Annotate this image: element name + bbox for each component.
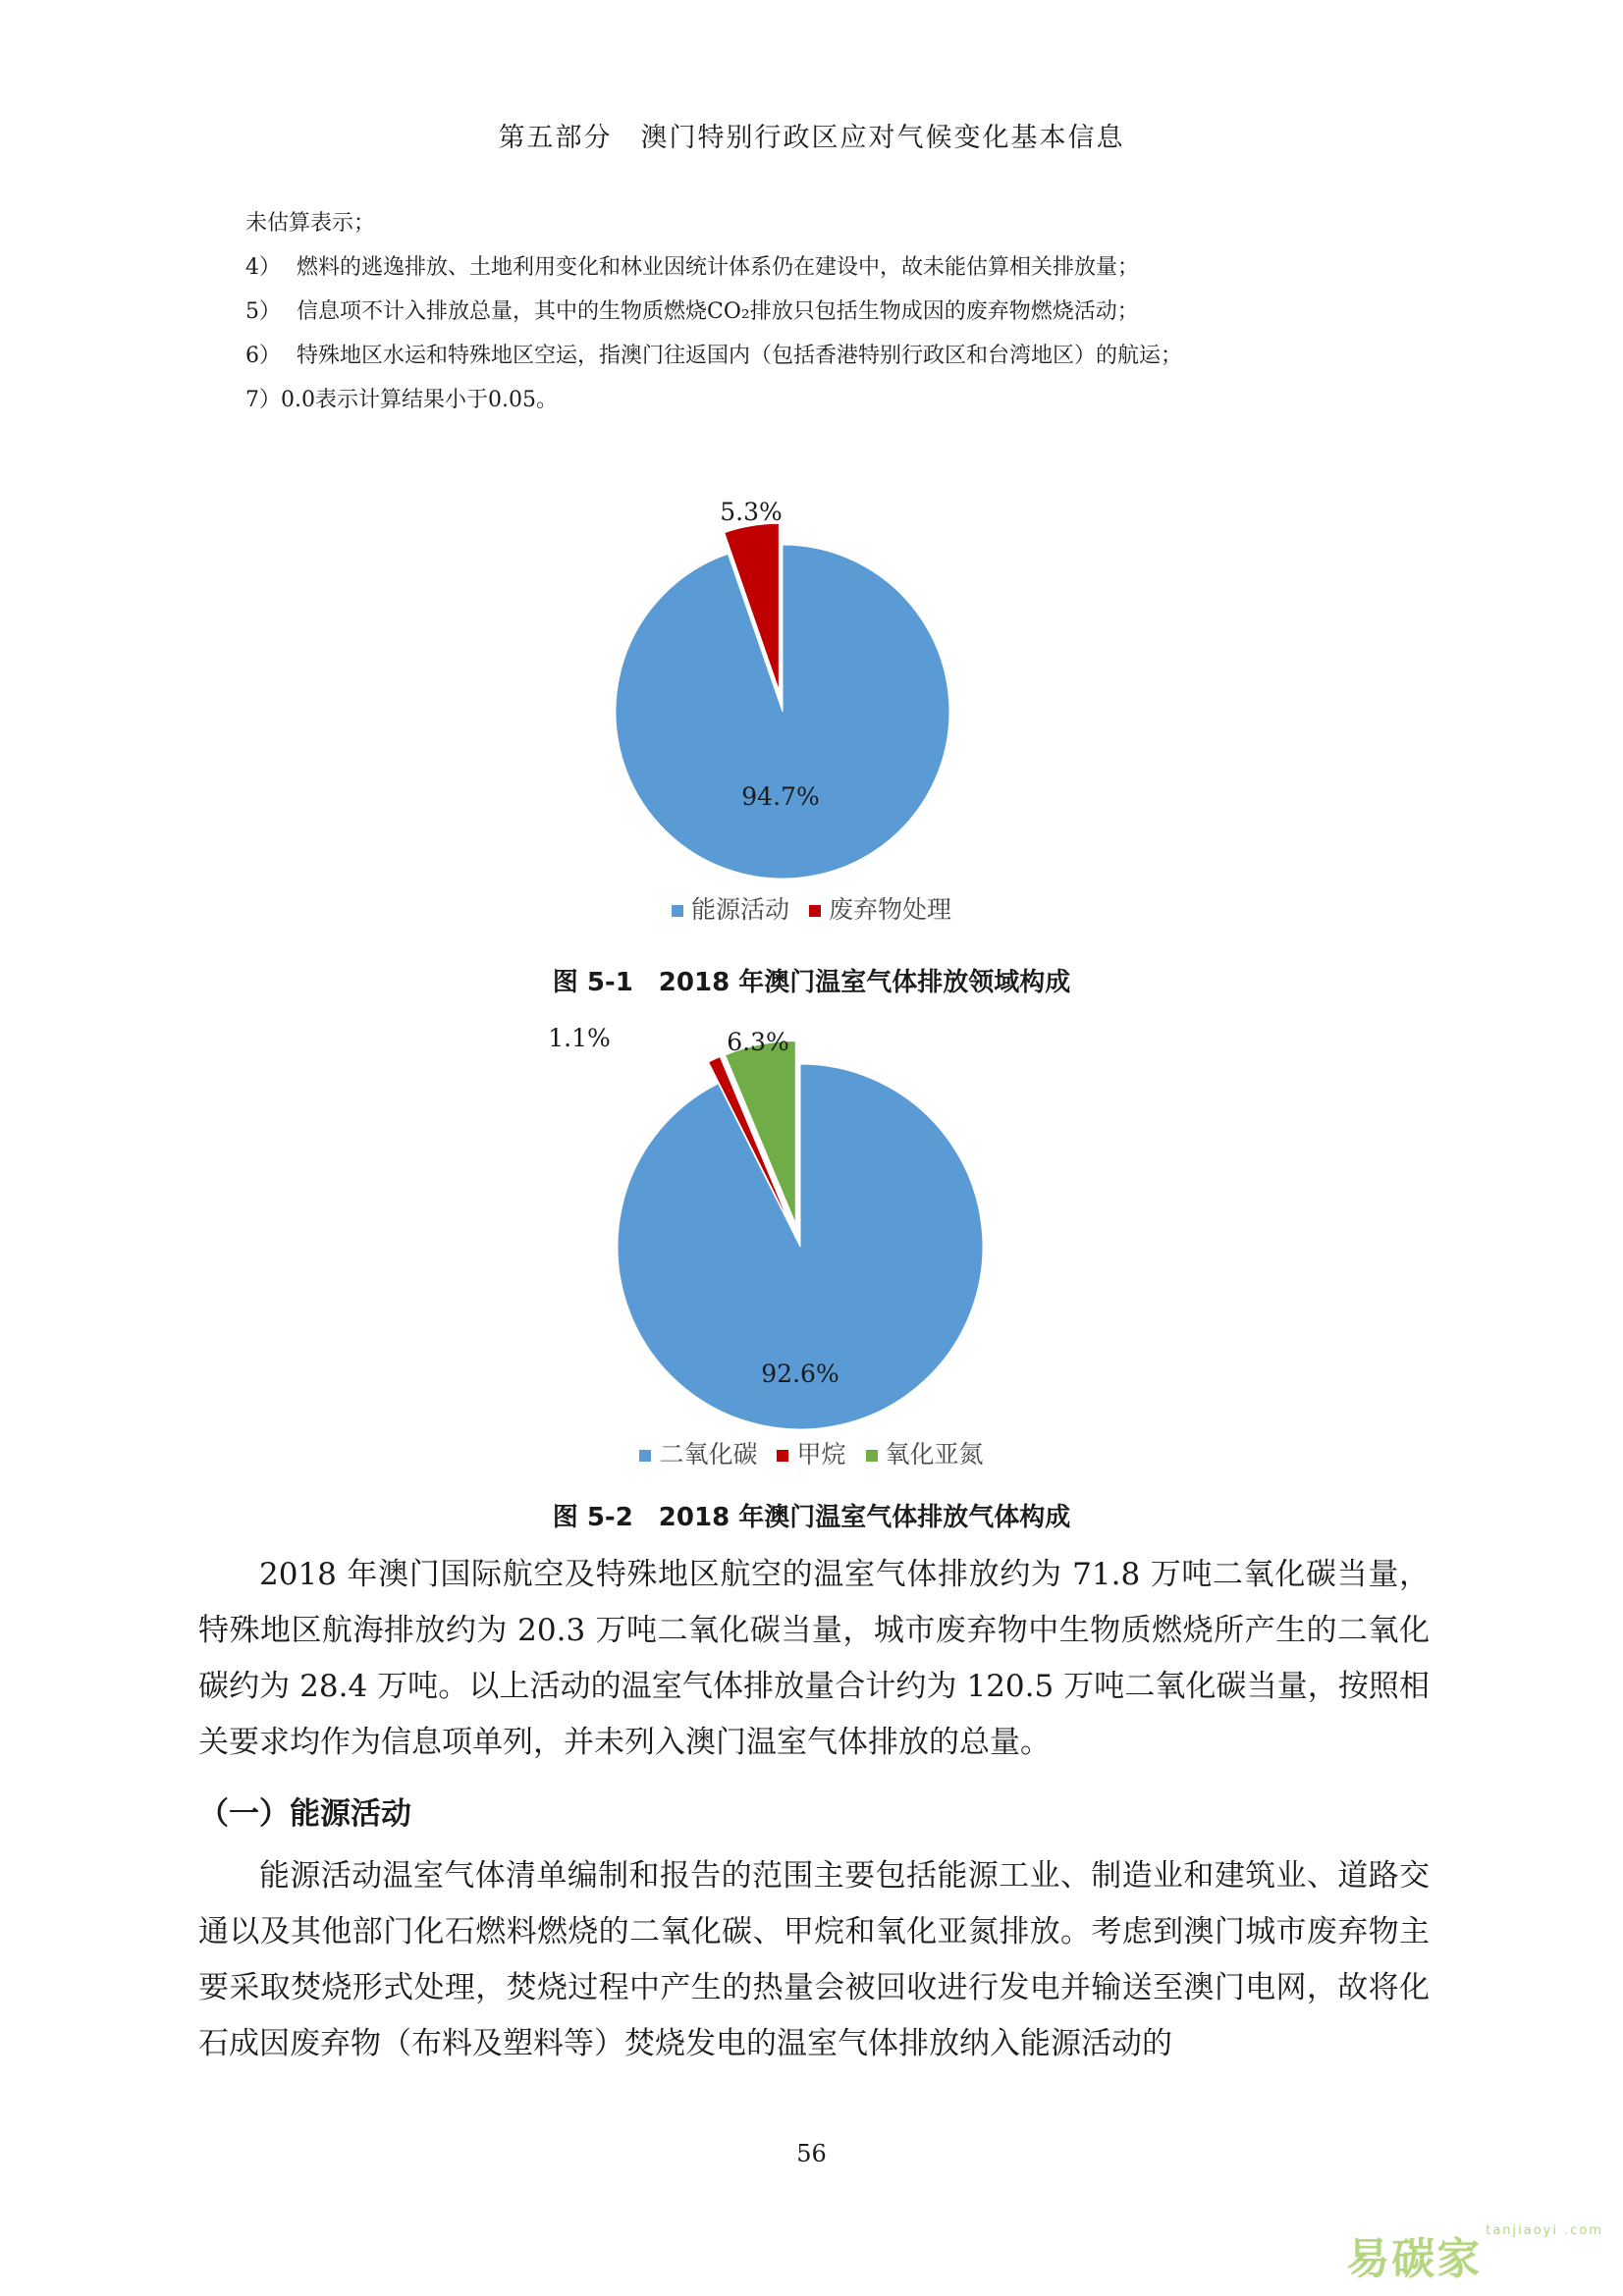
body-paragraph-1: 2018 年澳门国际航空及特殊地区航空的温室气体排放约为 71.8 万吨二氧化碳当量，特殊地区航海排放约为 20.3 万吨二氧化碳当量，城市废弃物中生物质燃烧所产生的二氧化碳约为 28.4 万吨。以上活动的温室气体排放量合计约为 120.5 万吨二氧化碳当量，按照相关要求均作为信息项单列，并未列入澳门温室气体排放的总量。	[198, 1557, 1430, 1760]
note-number: 5）	[245, 299, 281, 324]
legend-label: 能源活动	[690, 895, 789, 924]
pie-data-label: 6.3%	[727, 1028, 789, 1056]
note-item	[245, 245, 1424, 290]
legend-swatch	[639, 1450, 651, 1462]
note-text: 特殊地区水运和特殊地区空运，指澳门往返国内（包括香港特别行政区和台湾地区）的航运；	[297, 344, 1183, 368]
notes-intro: 未估算表示；	[245, 211, 376, 236]
legend-swatch	[809, 905, 821, 917]
pie-data-label: 5.3%	[720, 498, 783, 526]
legend-item	[672, 890, 789, 926]
legend-label: 二氧化碳	[659, 1440, 758, 1468]
watermark-text: 易碳家	[1346, 2234, 1483, 2284]
watermark-logo	[1346, 2223, 1603, 2286]
legend-label: 氧化亚氮	[885, 1440, 984, 1468]
note-text: 燃料的逃逸排放、土地利用变化和林业因统计体系仍在建设中，故未能估算相关排放量；	[297, 255, 1140, 280]
note-item	[245, 334, 1424, 378]
note-item	[245, 378, 1424, 422]
page-number: 56	[796, 2140, 827, 2167]
legend-label: 废弃物处理	[829, 895, 952, 924]
legend-item	[809, 890, 951, 926]
figure-caption-5-2: 图 5-2 2018 年澳门温室气体排放气体构成	[552, 1503, 1071, 1532]
page-header: 第五部分 澳门特别行政区应对气候变化基本信息	[498, 123, 1125, 153]
notes-block	[245, 201, 1424, 422]
section-heading: （一）能源活动	[198, 1796, 411, 1832]
legend-item	[639, 1435, 757, 1470]
chart-legend-2	[0, 1435, 1623, 1470]
note-item	[245, 290, 1424, 334]
note-text: 信息项不计入排放总量，其中的生物质燃烧CO₂排放只包括生物成因的废弃物燃烧活动；	[297, 299, 1139, 324]
note-number: 4）	[245, 255, 281, 280]
note-text: 0.0表示计算结果小于0.05。	[281, 388, 558, 412]
legend-item	[777, 1435, 845, 1470]
chart-legend-1	[0, 890, 1623, 926]
legend-label: 甲烷	[796, 1440, 846, 1468]
pie-data-label: 92.6%	[761, 1360, 839, 1388]
figure-caption-5-1: 图 5-1 2018 年澳门温室气体排放领域构成	[552, 968, 1071, 997]
legend-swatch	[672, 905, 683, 917]
pie-chart-sector-composition	[589, 481, 982, 893]
legend-item	[866, 1435, 984, 1470]
legend-swatch	[866, 1450, 878, 1462]
pie-data-label: 1.1%	[548, 1024, 611, 1052]
legend-swatch	[777, 1450, 788, 1462]
pie-slice-1	[616, 545, 949, 879]
pie-data-label: 94.7%	[741, 782, 820, 811]
watermark-sub: tanjiaoyi .com	[1486, 2223, 1603, 2238]
pie-chart-gas-composition	[548, 999, 1011, 1451]
note-text: 7）	[245, 388, 281, 412]
note-number: 6）	[245, 344, 281, 368]
body-paragraph-2: 能源活动温室气体清单编制和报告的范围主要包括能源工业、制造业和建筑业、道路交通以及其他部门化石燃料燃烧的二氧化碳、甲烷和氧化亚氮排放。考虑到澳门城市废弃物主要采取焚烧形式处理，焚烧过程中产生的热量会被回收进行发电并输送至澳门电网，故将化石成因废弃物（布料及塑料等）焚烧发电的温室气体排放纳入能源活动的	[198, 1858, 1430, 2061]
